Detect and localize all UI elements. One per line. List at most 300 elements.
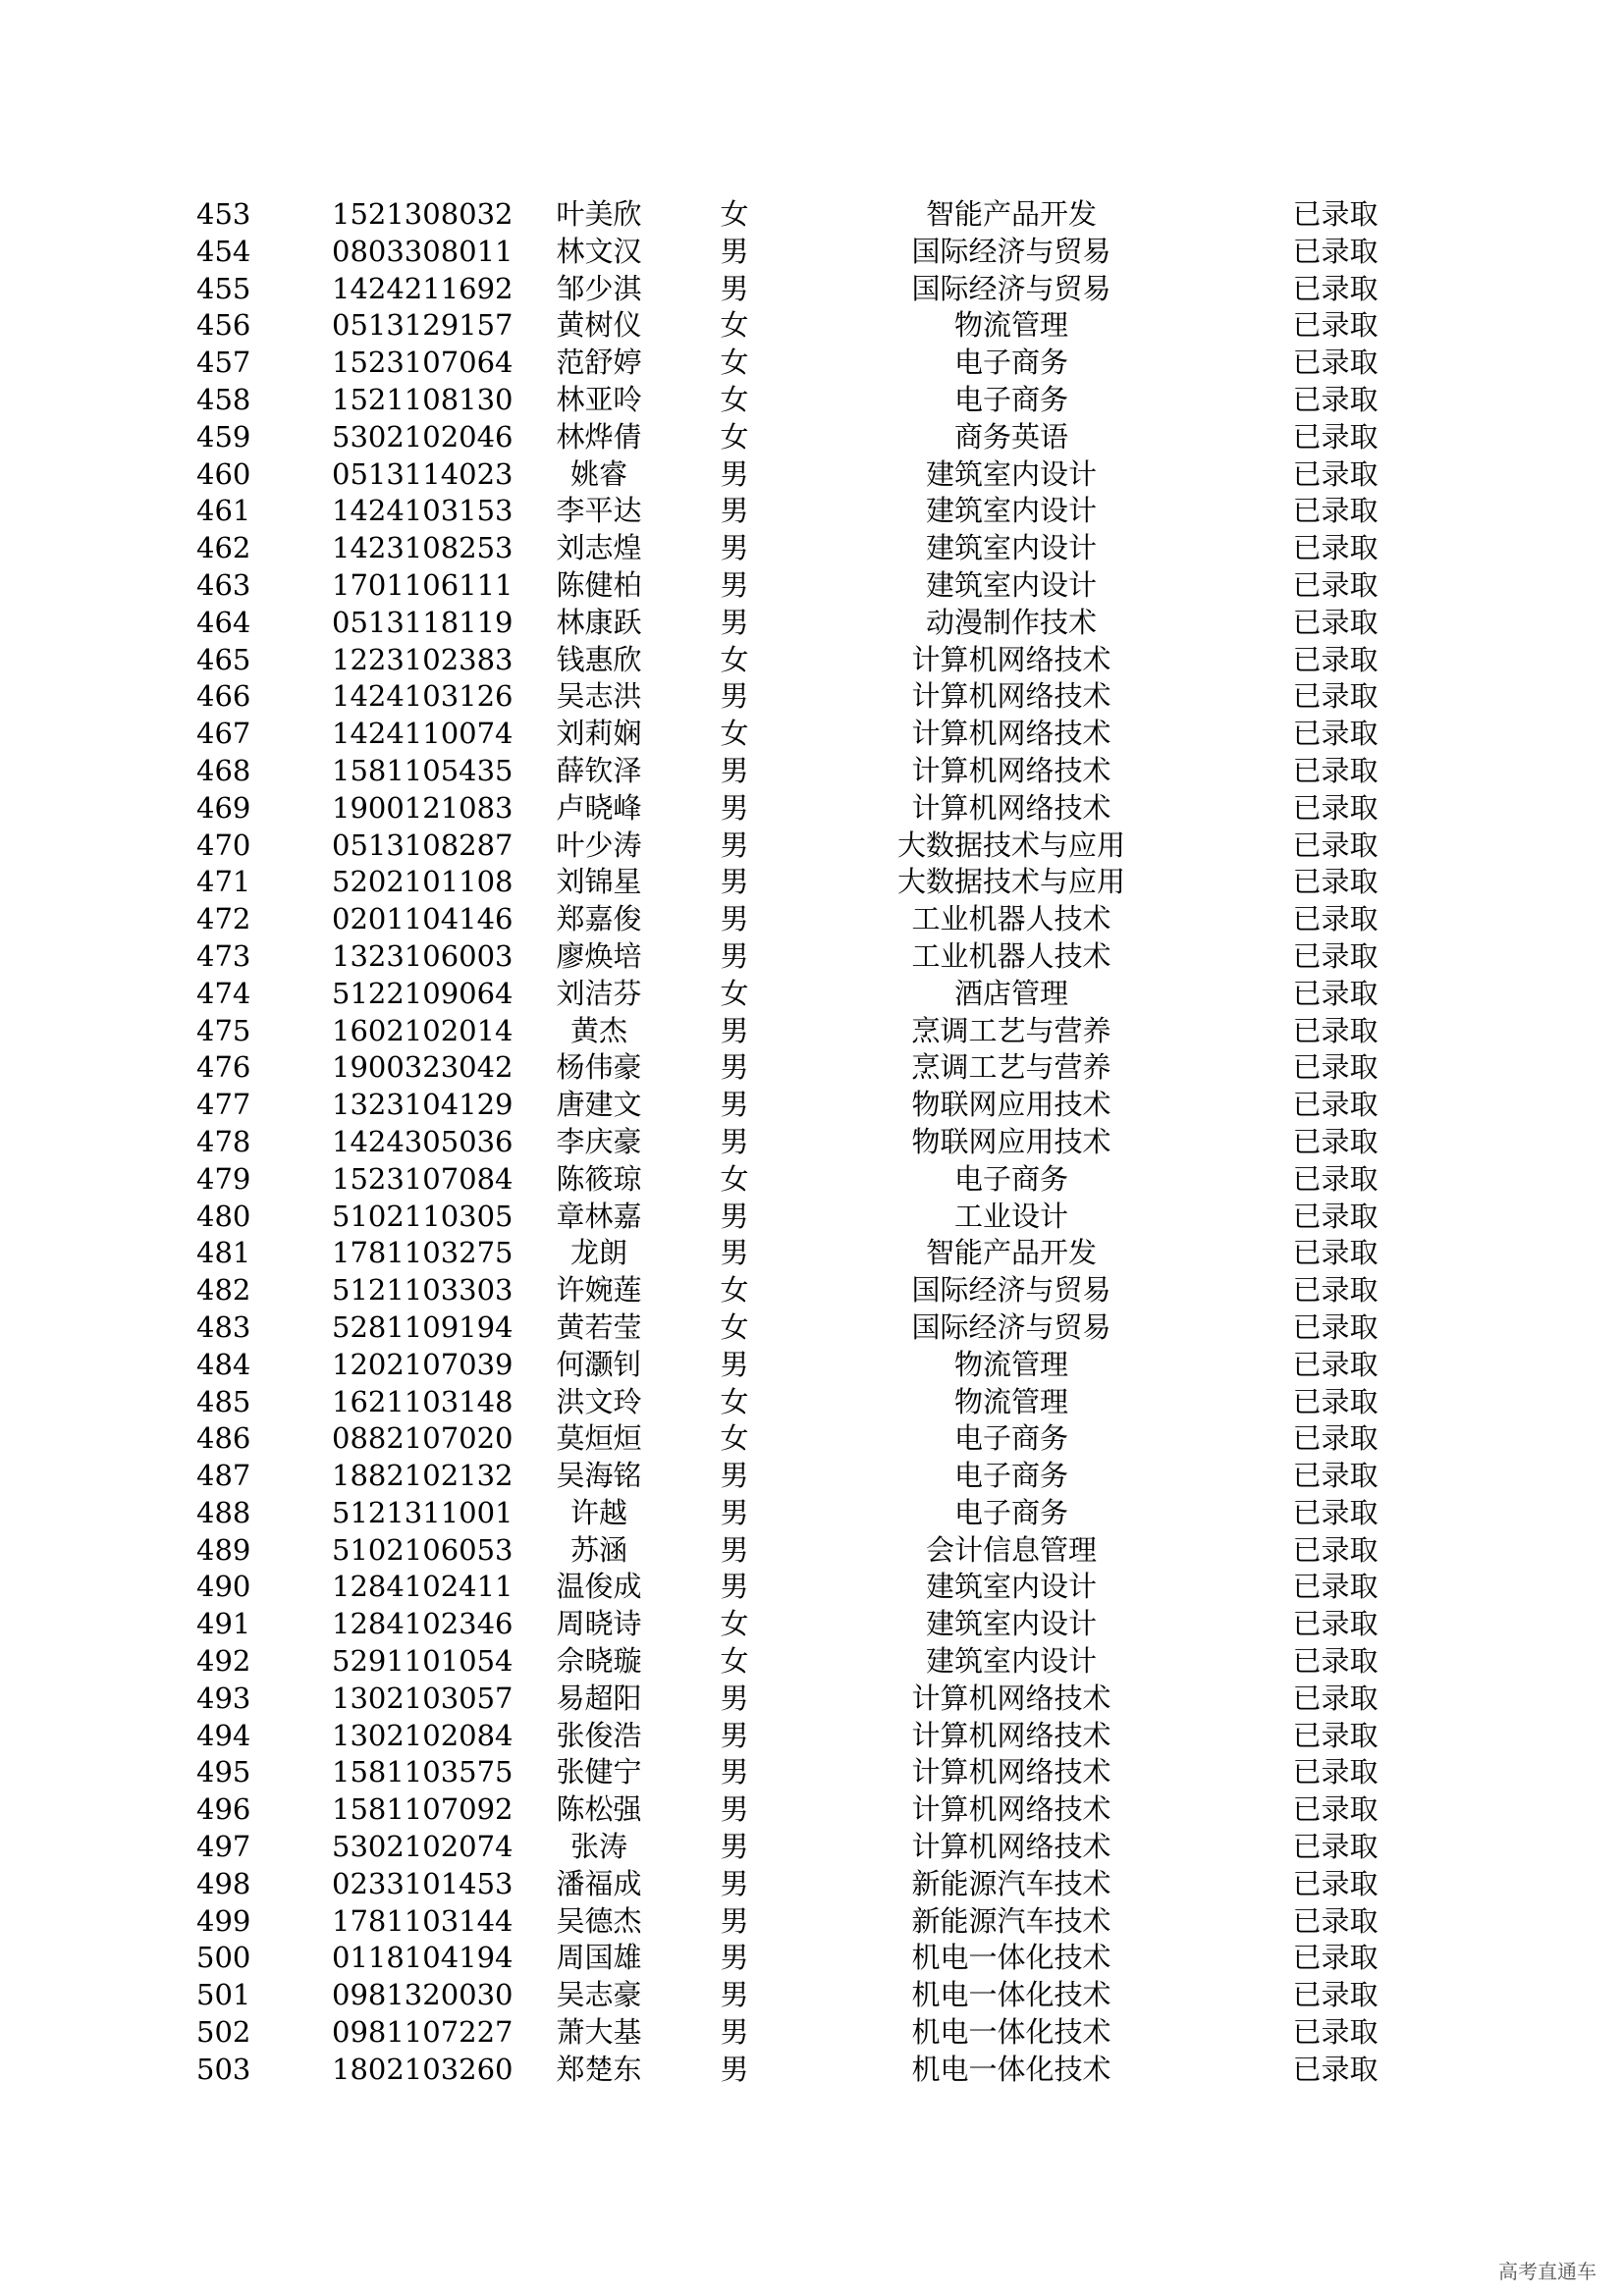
- candidate-id: 5302102046: [332, 419, 514, 454]
- row-number: 463: [196, 567, 251, 602]
- major: 电子商务: [953, 1459, 1068, 1493]
- major: 烹调工艺与营养: [911, 1050, 1111, 1085]
- gender: 男: [720, 1866, 749, 1900]
- admission-status: 已录取: [1292, 1459, 1379, 1493]
- admission-status: 已录取: [1292, 494, 1379, 528]
- table-row: [0, 419, 1624, 456]
- admission-status: 已录取: [1292, 1607, 1379, 1641]
- gender: 女: [720, 1273, 749, 1308]
- student-name: 叶美欣: [556, 197, 642, 231]
- admission-status: 已录取: [1292, 753, 1379, 787]
- admission-status: 已录取: [1292, 976, 1379, 1010]
- major: 计算机网络技术: [911, 679, 1111, 714]
- row-number: 495: [196, 1755, 251, 1789]
- table-row: [0, 1309, 1624, 1347]
- candidate-id: 0233101453: [332, 1866, 514, 1900]
- student-name: 林康跃: [556, 605, 642, 639]
- admission-status: 已录取: [1292, 679, 1379, 714]
- table-row: [0, 271, 1624, 308]
- table-row: [0, 2052, 1624, 2089]
- student-name: 章林嘉: [556, 1199, 642, 1233]
- gender: 男: [720, 531, 749, 565]
- gender: 男: [720, 1199, 749, 1233]
- row-number: 494: [196, 1718, 251, 1752]
- table-row: [0, 2014, 1624, 2052]
- major: 智能产品开发: [925, 1236, 1097, 1270]
- major: 计算机网络技术: [911, 642, 1111, 676]
- candidate-id: 0882107020: [332, 1421, 514, 1456]
- candidate-id: 1521308032: [332, 197, 514, 231]
- student-name: 萧大基: [556, 2015, 642, 2050]
- admission-status: 已录取: [1292, 1903, 1379, 1938]
- student-name: 潘福成: [556, 1866, 642, 1900]
- major: 工业设计: [953, 1199, 1068, 1233]
- admission-status: 已录取: [1292, 2015, 1379, 2050]
- candidate-id: 1581107092: [332, 1792, 514, 1827]
- row-number: 498: [196, 1866, 251, 1900]
- table-row: [0, 1718, 1624, 1755]
- row-number: 471: [196, 865, 251, 899]
- admission-status: 已录取: [1292, 865, 1379, 899]
- gender: 男: [720, 1681, 749, 1715]
- major: 建筑室内设计: [925, 1570, 1097, 1604]
- major: 机电一体化技术: [911, 1941, 1111, 1975]
- major: 建筑室内设计: [925, 531, 1097, 565]
- student-name: 杨伟豪: [556, 1050, 642, 1085]
- gender: 女: [720, 1309, 749, 1344]
- student-name: 郑嘉俊: [556, 902, 642, 936]
- student-name: 卢晓峰: [556, 790, 642, 825]
- table-row: [0, 1458, 1624, 1495]
- student-name: 吴德杰: [556, 1903, 642, 1938]
- student-name: 温俊成: [556, 1570, 642, 1604]
- row-number: 503: [196, 2052, 251, 2086]
- table-row: [0, 234, 1624, 271]
- table-row: [0, 1606, 1624, 1643]
- major: 计算机网络技术: [911, 1830, 1111, 1864]
- admission-status: 已录取: [1292, 1681, 1379, 1715]
- row-number: 477: [196, 1088, 251, 1122]
- student-name: 刘洁芬: [556, 976, 642, 1010]
- row-number: 464: [196, 605, 251, 639]
- admission-status: 已录取: [1292, 1755, 1379, 1789]
- row-number: 499: [196, 1903, 251, 1938]
- candidate-id: 1424110074: [332, 717, 514, 751]
- student-name: 何灏钊: [556, 1347, 642, 1381]
- row-number: 480: [196, 1199, 251, 1233]
- gender: 男: [720, 1013, 749, 1047]
- admission-status: 已录取: [1292, 1309, 1379, 1344]
- major: 物流管理: [953, 308, 1068, 343]
- major: 商务英语: [953, 419, 1068, 454]
- row-number: 454: [196, 234, 251, 268]
- major: 会计信息管理: [925, 1532, 1097, 1567]
- table-row: [0, 1161, 1624, 1199]
- table-row: [0, 901, 1624, 938]
- row-number: 472: [196, 902, 251, 936]
- candidate-id: 1302103057: [332, 1681, 514, 1715]
- table-row: [0, 828, 1624, 865]
- major: 烹调工艺与营养: [911, 1013, 1111, 1047]
- candidate-id: 1523107084: [332, 1161, 514, 1196]
- table-row: [0, 1272, 1624, 1309]
- student-name: 陈松强: [556, 1792, 642, 1827]
- gender: 女: [720, 1607, 749, 1641]
- row-number: 486: [196, 1421, 251, 1456]
- gender: 男: [720, 1718, 749, 1752]
- major: 建筑室内设计: [925, 494, 1097, 528]
- major: 国际经济与贸易: [911, 1273, 1111, 1308]
- admission-status: 已录取: [1292, 271, 1379, 305]
- major: 机电一体化技术: [911, 2052, 1111, 2086]
- row-number: 496: [196, 1792, 251, 1827]
- table-row: [0, 1235, 1624, 1272]
- admission-status: 已录取: [1292, 456, 1379, 491]
- candidate-id: 5121103303: [332, 1273, 514, 1308]
- table-row: [0, 1569, 1624, 1606]
- table-row: [0, 1977, 1624, 2014]
- student-name: 林亚呤: [556, 382, 642, 416]
- admission-status: 已录取: [1292, 717, 1379, 751]
- admission-status: 已录取: [1292, 531, 1379, 565]
- row-number: 453: [196, 197, 251, 231]
- major: 工业机器人技术: [911, 938, 1111, 973]
- gender: 男: [720, 1792, 749, 1827]
- row-number: 501: [196, 1978, 251, 2012]
- student-name: 陈筱琼: [556, 1161, 642, 1196]
- major: 计算机网络技术: [911, 717, 1111, 751]
- gender: 男: [720, 494, 749, 528]
- gender: 女: [720, 642, 749, 676]
- student-name: 唐建文: [556, 1088, 642, 1122]
- student-name: 黄若莹: [556, 1309, 642, 1344]
- major: 电子商务: [953, 346, 1068, 380]
- row-number: 457: [196, 346, 251, 380]
- row-number: 458: [196, 382, 251, 416]
- major: 机电一体化技术: [911, 1978, 1111, 2012]
- admission-status: 已录取: [1292, 346, 1379, 380]
- candidate-id: 5302102074: [332, 1830, 514, 1864]
- major: 新能源汽车技术: [911, 1866, 1111, 1900]
- major: 国际经济与贸易: [911, 1309, 1111, 1344]
- table-row: [0, 307, 1624, 345]
- gender: 男: [720, 2052, 749, 2086]
- candidate-id: 0803308011: [332, 234, 514, 268]
- gender: 男: [720, 865, 749, 899]
- candidate-id: 1202107039: [332, 1347, 514, 1381]
- candidate-id: 1523107064: [332, 346, 514, 380]
- admission-status: 已录取: [1292, 567, 1379, 602]
- table-row: [0, 1643, 1624, 1681]
- gender: 女: [720, 308, 749, 343]
- gender: 女: [720, 382, 749, 416]
- gender: 男: [720, 1347, 749, 1381]
- candidate-id: 0201104146: [332, 902, 514, 936]
- student-name: 许越: [569, 1495, 627, 1529]
- table-row: [0, 196, 1624, 234]
- table-row: [0, 1384, 1624, 1421]
- admission-status: 已录取: [1292, 1718, 1379, 1752]
- student-name: 黄树仪: [556, 308, 642, 343]
- gender: 女: [720, 1161, 749, 1196]
- major: 电子商务: [953, 382, 1068, 416]
- table-row: [0, 1420, 1624, 1458]
- admission-status: 已录取: [1292, 1978, 1379, 2012]
- candidate-id: 0118104194: [332, 1941, 514, 1975]
- candidate-id: 1424103126: [332, 679, 514, 714]
- major: 大数据技术与应用: [896, 865, 1125, 899]
- gender: 男: [720, 605, 749, 639]
- candidate-id: 1802103260: [332, 2052, 514, 2086]
- major: 动漫制作技术: [925, 605, 1097, 639]
- major: 计算机网络技术: [911, 1755, 1111, 1789]
- table-row: [0, 1754, 1624, 1791]
- candidate-id: 0513129157: [332, 308, 514, 343]
- table-row: [0, 1495, 1624, 1532]
- row-number: 482: [196, 1273, 251, 1308]
- row-number: 469: [196, 790, 251, 825]
- admission-status: 已录取: [1292, 1644, 1379, 1679]
- gender: 女: [720, 717, 749, 751]
- candidate-id: 5122109064: [332, 976, 514, 1010]
- admission-status: 已录取: [1292, 382, 1379, 416]
- admission-status: 已录取: [1292, 1161, 1379, 1196]
- admission-status: 已录取: [1292, 1866, 1379, 1900]
- student-name: 吴海铭: [556, 1459, 642, 1493]
- gender: 女: [720, 1384, 749, 1418]
- admission-status: 已录取: [1292, 1941, 1379, 1975]
- gender: 男: [720, 1903, 749, 1938]
- table-row: [0, 530, 1624, 567]
- row-number: 497: [196, 1830, 251, 1864]
- gender: 女: [720, 976, 749, 1010]
- major: 电子商务: [953, 1421, 1068, 1456]
- table-row: [0, 1866, 1624, 1903]
- row-number: 467: [196, 717, 251, 751]
- student-name: 张健宁: [556, 1755, 642, 1789]
- gender: 男: [720, 2015, 749, 2050]
- student-name: 郑楚东: [556, 2052, 642, 2086]
- major: 计算机网络技术: [911, 1792, 1111, 1827]
- gender: 男: [720, 1978, 749, 2012]
- gender: 男: [720, 1124, 749, 1158]
- student-name: 吴志洪: [556, 679, 642, 714]
- student-name: 张俊浩: [556, 1718, 642, 1752]
- major: 国际经济与贸易: [911, 271, 1111, 305]
- table-row: [0, 567, 1624, 605]
- gender: 男: [720, 828, 749, 862]
- major: 物流管理: [953, 1384, 1068, 1418]
- gender: 男: [720, 1495, 749, 1529]
- table-row: [0, 1087, 1624, 1124]
- candidate-id: 1581105435: [332, 753, 514, 787]
- candidate-id: 5102106053: [332, 1532, 514, 1567]
- gender: 女: [720, 1644, 749, 1679]
- gender: 男: [720, 1050, 749, 1085]
- candidate-id: 5281109194: [332, 1309, 514, 1344]
- row-number: 478: [196, 1124, 251, 1158]
- student-name: 黄杰: [569, 1013, 627, 1047]
- admission-status: 已录取: [1292, 1384, 1379, 1418]
- admission-status: 已录取: [1292, 1347, 1379, 1381]
- table-row: [0, 1829, 1624, 1866]
- major: 电子商务: [953, 1161, 1068, 1196]
- student-name: 范舒婷: [556, 346, 642, 380]
- row-number: 493: [196, 1681, 251, 1715]
- row-number: 462: [196, 531, 251, 565]
- gender: 女: [720, 1421, 749, 1456]
- admission-status: 已录取: [1292, 1273, 1379, 1308]
- admission-status: 已录取: [1292, 790, 1379, 825]
- table-row: [0, 345, 1624, 382]
- student-name: 龙朗: [569, 1236, 627, 1270]
- row-number: 459: [196, 419, 251, 454]
- admission-status: 已录取: [1292, 902, 1379, 936]
- gender: 女: [720, 419, 749, 454]
- row-number: 465: [196, 642, 251, 676]
- student-name: 刘莉娴: [556, 717, 642, 751]
- major: 计算机网络技术: [911, 1681, 1111, 1715]
- row-number: 473: [196, 938, 251, 973]
- major: 工业机器人技术: [911, 902, 1111, 936]
- student-name: 张涛: [569, 1830, 627, 1864]
- admission-status: 已录取: [1292, 1495, 1379, 1529]
- row-number: 484: [196, 1347, 251, 1381]
- table-row: [0, 642, 1624, 679]
- table-row: [0, 1199, 1624, 1236]
- gender: 男: [720, 1755, 749, 1789]
- gender: 男: [720, 679, 749, 714]
- table-row: [0, 493, 1624, 530]
- admission-table: [0, 196, 1624, 2089]
- candidate-id: 1621103148: [332, 1384, 514, 1418]
- admission-status: 已录取: [1292, 1013, 1379, 1047]
- candidate-id: 1701106111: [332, 567, 514, 602]
- gender: 男: [720, 456, 749, 491]
- student-name: 李庆豪: [556, 1124, 642, 1158]
- row-number: 485: [196, 1384, 251, 1418]
- table-row: [0, 790, 1624, 828]
- candidate-id: 1323106003: [332, 938, 514, 973]
- gender: 男: [720, 753, 749, 787]
- admission-status: 已录取: [1292, 1570, 1379, 1604]
- row-number: 487: [196, 1459, 251, 1493]
- table-row: [0, 1347, 1624, 1384]
- student-name: 许婉莲: [556, 1273, 642, 1308]
- gender: 男: [720, 902, 749, 936]
- table-row: [0, 1791, 1624, 1829]
- table-row: [0, 1049, 1624, 1087]
- gender: 男: [720, 1459, 749, 1493]
- candidate-id: 0981320030: [332, 1978, 514, 2012]
- major: 建筑室内设计: [925, 1607, 1097, 1641]
- admission-status: 已录取: [1292, 828, 1379, 862]
- student-name: 邹少淇: [556, 271, 642, 305]
- row-number: 479: [196, 1161, 251, 1196]
- candidate-id: 0513118119: [332, 605, 514, 639]
- table-row: [0, 1681, 1624, 1718]
- gender: 女: [720, 197, 749, 231]
- student-name: 林文汉: [556, 234, 642, 268]
- candidate-id: 5121311001: [332, 1495, 514, 1529]
- row-number: 488: [196, 1495, 251, 1529]
- table-row: [0, 1940, 1624, 1977]
- candidate-id: 5102110305: [332, 1199, 514, 1233]
- candidate-id: 1423108253: [332, 531, 514, 565]
- table-row: [0, 382, 1624, 419]
- gender: 男: [720, 938, 749, 973]
- major: 计算机网络技术: [911, 790, 1111, 825]
- row-number: 468: [196, 753, 251, 787]
- candidate-id: 1781103275: [332, 1236, 514, 1270]
- candidate-id: 1284102411: [332, 1570, 514, 1604]
- student-name: 易超阳: [556, 1681, 642, 1715]
- admission-status: 已录取: [1292, 1050, 1379, 1085]
- row-number: 474: [196, 976, 251, 1010]
- admission-status: 已录取: [1292, 1199, 1379, 1233]
- admission-status: 已录取: [1292, 1088, 1379, 1122]
- candidate-id: 1424103153: [332, 494, 514, 528]
- row-number: 481: [196, 1236, 251, 1270]
- admission-status: 已录取: [1292, 1792, 1379, 1827]
- major: 计算机网络技术: [911, 753, 1111, 787]
- student-name: 廖焕培: [556, 938, 642, 973]
- row-number: 461: [196, 494, 251, 528]
- gender: 男: [720, 1570, 749, 1604]
- admission-status: 已录取: [1292, 1124, 1379, 1158]
- candidate-id: 1424211692: [332, 271, 514, 305]
- row-number: 489: [196, 1532, 251, 1567]
- major: 物联网应用技术: [911, 1088, 1111, 1122]
- major: 建筑室内设计: [925, 567, 1097, 602]
- major: 机电一体化技术: [911, 2015, 1111, 2050]
- gender: 男: [720, 1941, 749, 1975]
- candidate-id: 1581103575: [332, 1755, 514, 1789]
- student-name: 洪文玲: [556, 1384, 642, 1418]
- candidate-id: 1602102014: [332, 1013, 514, 1047]
- major: 酒店管理: [953, 976, 1068, 1010]
- gender: 男: [720, 1236, 749, 1270]
- admission-status: 已录取: [1292, 1532, 1379, 1567]
- candidate-id: 1424305036: [332, 1124, 514, 1158]
- admission-status: 已录取: [1292, 642, 1379, 676]
- major: 物联网应用技术: [911, 1124, 1111, 1158]
- gender: 男: [720, 1532, 749, 1567]
- student-name: 苏涵: [569, 1532, 627, 1567]
- student-name: 周国雄: [556, 1941, 642, 1975]
- table-row: [0, 605, 1624, 642]
- major: 国际经济与贸易: [911, 234, 1111, 268]
- candidate-id: 0513114023: [332, 456, 514, 491]
- row-number: 502: [196, 2015, 251, 2050]
- major: 计算机网络技术: [911, 1718, 1111, 1752]
- gender: 男: [720, 1830, 749, 1864]
- gender: 男: [720, 1088, 749, 1122]
- admission-status: 已录取: [1292, 419, 1379, 454]
- admission-status: 已录取: [1292, 938, 1379, 973]
- row-number: 455: [196, 271, 251, 305]
- table-row: [0, 938, 1624, 976]
- major: 建筑室内设计: [925, 1644, 1097, 1679]
- footer-watermark: 高考直通车: [1498, 2260, 1597, 2283]
- student-name: 钱惠欣: [556, 642, 642, 676]
- row-number: 475: [196, 1013, 251, 1047]
- table-row: [0, 1013, 1624, 1050]
- row-number: 490: [196, 1570, 251, 1604]
- student-name: 莫烜烜: [556, 1421, 642, 1456]
- student-name: 刘锦星: [556, 865, 642, 899]
- student-name: 陈健柏: [556, 567, 642, 602]
